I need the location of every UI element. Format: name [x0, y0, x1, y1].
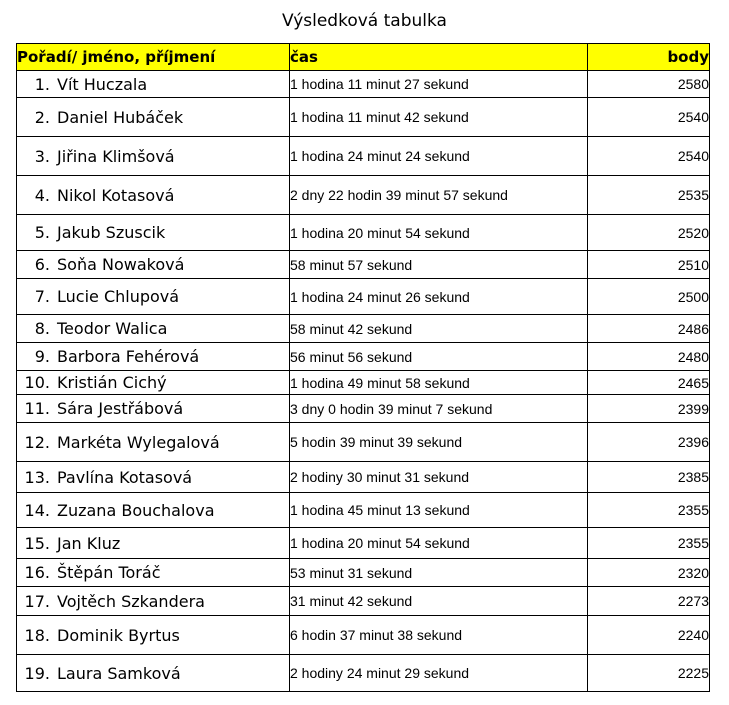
name-cell: [17, 371, 290, 395]
competitor-name: Štěpán Toráč: [57, 563, 161, 582]
competitor-name: Markéta Wylegalová: [57, 432, 220, 452]
name-cell: [17, 587, 290, 616]
competitor-name: Vojtěch Szkandera: [57, 591, 205, 611]
name-cell: [17, 279, 290, 315]
table-row: [17, 493, 710, 528]
name-cell: [17, 98, 290, 137]
time-cell: 56 minut 56 sekund: [290, 343, 588, 371]
points-cell: 2240: [588, 616, 710, 655]
competitor-name: Nikol Kotasová: [57, 185, 175, 205]
time-cell: 6 hodin 37 minut 38 sekund: [290, 616, 588, 655]
competitor-name: Kristián Cichý: [57, 373, 167, 392]
points-cell: 2500: [588, 279, 710, 315]
column-header-time: čas: [290, 44, 588, 71]
time-cell: 1 hodina 11 minut 42 sekund: [290, 98, 588, 137]
rank-number: 1.: [34, 74, 50, 94]
table-row: [17, 176, 710, 215]
points-cell: 2535: [588, 176, 710, 215]
table-row: [17, 251, 710, 279]
rank-number: 11.: [24, 399, 50, 418]
name-cell: [17, 215, 290, 251]
points-cell: 2486: [588, 315, 710, 343]
time-cell: 5 hodin 39 minut 39 sekund: [290, 423, 588, 462]
competitor-name: Barbora Fehérová: [57, 347, 200, 366]
points-cell: 2355: [588, 528, 710, 559]
points-cell: 2273: [588, 587, 710, 616]
table-row: [17, 423, 710, 462]
time-cell: 1 hodina 20 minut 54 sekund: [290, 215, 588, 251]
points-cell: 2320: [588, 559, 710, 587]
time-cell: 2 hodiny 24 minut 29 sekund: [290, 655, 588, 692]
points-cell: 2225: [588, 655, 710, 692]
rank-number: 10.: [24, 373, 50, 392]
name-cell: [17, 655, 290, 692]
competitor-name: Jiřina Klimšová: [57, 146, 175, 166]
column-header-name: Pořadí/ jméno, příjmení: [17, 44, 290, 71]
competitor-name: Sára Jestřábová: [57, 399, 184, 418]
table-row: [17, 343, 710, 371]
time-cell: 1 hodina 45 minut 13 sekund: [290, 493, 588, 528]
competitor-name: Daniel Hubáček: [57, 107, 184, 127]
name-cell: [17, 395, 290, 423]
points-cell: 2580: [588, 71, 710, 98]
points-cell: 2540: [588, 137, 710, 176]
time-cell: 3 dny 0 hodin 39 minut 7 sekund: [290, 395, 588, 423]
rank-number: 6.: [34, 255, 50, 274]
competitor-name: Dominik Byrtus: [57, 625, 180, 645]
rank-number: 12.: [24, 432, 50, 452]
table-row: [17, 528, 710, 559]
points-cell: 2480: [588, 343, 710, 371]
table-body: [17, 71, 710, 692]
rank-number: 17.: [24, 591, 50, 611]
table-row: [17, 462, 710, 493]
rank-number: 13.: [24, 467, 50, 487]
header-row: [17, 44, 710, 71]
points-cell: 2355: [588, 493, 710, 528]
competitor-name: Zuzana Bouchalova: [57, 500, 215, 520]
table-row: [17, 315, 710, 343]
column-header-points: body: [588, 44, 710, 71]
name-cell: [17, 343, 290, 371]
time-cell: 1 hodina 49 minut 58 sekund: [290, 371, 588, 395]
name-cell: [17, 423, 290, 462]
name-cell: [17, 137, 290, 176]
competitor-name: Lucie Chlupová: [57, 287, 180, 306]
rank-number: 19.: [24, 663, 50, 683]
rank-number: 15.: [24, 533, 50, 553]
rank-number: 7.: [34, 287, 50, 306]
table-row: [17, 559, 710, 587]
time-cell: 2 dny 22 hodin 39 minut 57 sekund: [290, 176, 588, 215]
rank-number: 3.: [34, 146, 50, 166]
name-cell: [17, 315, 290, 343]
table-title: Výsledková tabulka: [282, 11, 447, 31]
time-cell: 31 minut 42 sekund: [290, 587, 588, 616]
competitor-name: Soňa Nowaková: [57, 255, 185, 274]
competitor-name: Jan Kluz: [57, 533, 121, 553]
rank-number: 4.: [34, 185, 50, 205]
name-cell: [17, 493, 290, 528]
table-row: [17, 279, 710, 315]
rank-number: 18.: [24, 625, 50, 645]
time-cell: 1 hodina 24 minut 24 sekund: [290, 137, 588, 176]
table-row: [17, 98, 710, 137]
points-cell: 2540: [588, 98, 710, 137]
points-cell: 2465: [588, 371, 710, 395]
points-cell: 2385: [588, 462, 710, 493]
rank-number: 5.: [34, 223, 50, 242]
time-cell: 53 minut 31 sekund: [290, 559, 588, 587]
rank-number: 14.: [24, 500, 50, 520]
table-row: [17, 215, 710, 251]
rank-number: 2.: [34, 107, 50, 127]
competitor-name: Vít Huczala: [57, 74, 148, 94]
table-row: [17, 371, 710, 395]
points-cell: 2510: [588, 251, 710, 279]
competitor-name: Teodor Walica: [57, 319, 168, 338]
rank-number: 16.: [24, 563, 50, 582]
table-row: [17, 655, 710, 692]
points-cell: 2520: [588, 215, 710, 251]
time-cell: 2 hodiny 30 minut 31 sekund: [290, 462, 588, 493]
competitor-name: Jakub Szuscik: [57, 223, 166, 242]
table-row: [17, 71, 710, 98]
competitor-name: Laura Samková: [57, 663, 181, 683]
name-cell: [17, 176, 290, 215]
name-cell: [17, 71, 290, 98]
time-cell: 1 hodina 11 minut 27 sekund: [290, 71, 588, 98]
table-row: [17, 587, 710, 616]
competitor-name: Pavlína Kotasová: [57, 467, 193, 487]
table-row: [17, 616, 710, 655]
time-cell: 58 minut 57 sekund: [290, 251, 588, 279]
time-cell: 1 hodina 24 minut 26 sekund: [290, 279, 588, 315]
rank-number: 9.: [34, 347, 50, 366]
results-table: [16, 43, 710, 692]
table-row: [17, 137, 710, 176]
name-cell: [17, 528, 290, 559]
time-cell: 58 minut 42 sekund: [290, 315, 588, 343]
points-cell: 2399: [588, 395, 710, 423]
name-cell: [17, 616, 290, 655]
name-cell: [17, 462, 290, 493]
name-cell: [17, 559, 290, 587]
time-cell: 1 hodina 20 minut 54 sekund: [290, 528, 588, 559]
name-cell: [17, 251, 290, 279]
table-row: [17, 395, 710, 423]
points-cell: 2396: [588, 423, 710, 462]
rank-number: 8.: [34, 319, 50, 338]
